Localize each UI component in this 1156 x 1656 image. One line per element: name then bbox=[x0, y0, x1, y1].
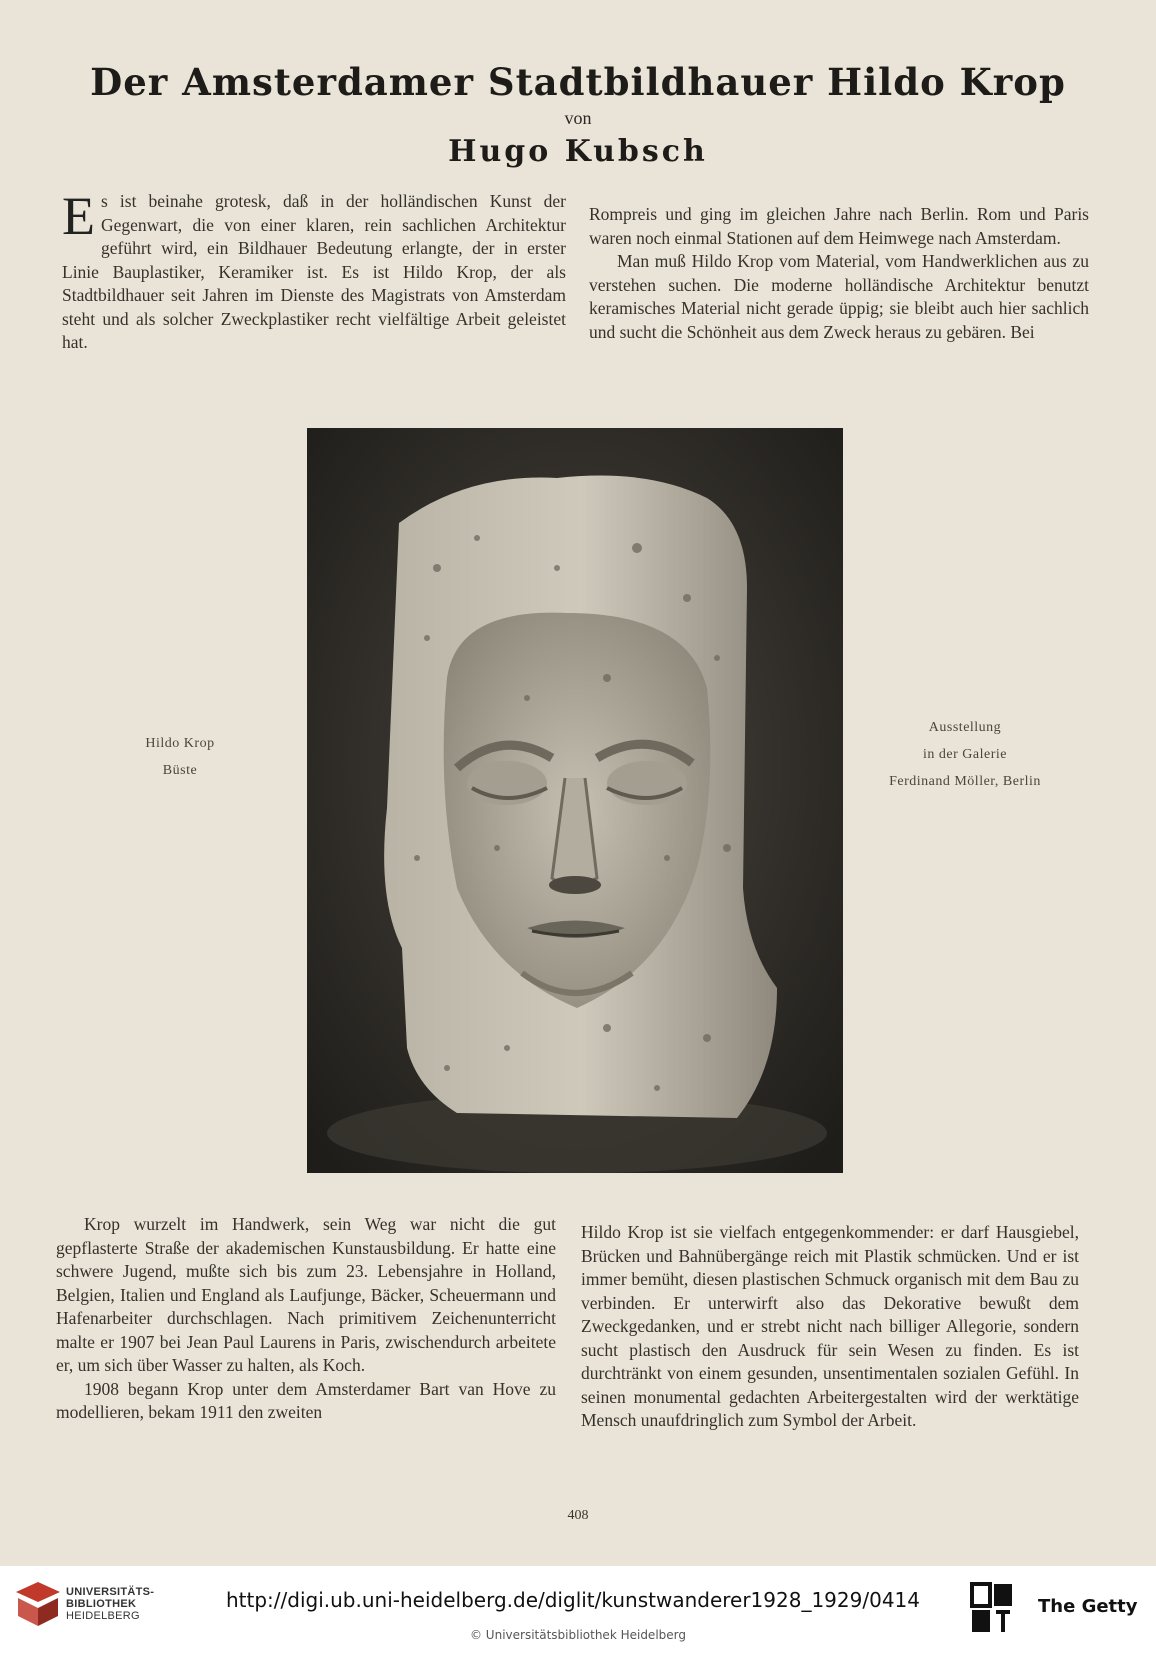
caption-right bbox=[860, 714, 1070, 795]
caption-left bbox=[120, 730, 240, 784]
body-right-column bbox=[581, 1221, 1079, 1433]
footer-bar bbox=[0, 1566, 1156, 1656]
drop-cap: E bbox=[62, 186, 95, 246]
university-library-name bbox=[66, 1586, 154, 1622]
getty-name: The Getty bbox=[1038, 1596, 1138, 1617]
intro-right-column bbox=[589, 203, 1089, 344]
caption-right-line-2: in der Galerie bbox=[923, 747, 1007, 762]
body-right-paragraph-1: Hildo Krop ist sie vielfach entgegenkommender: er darf Hausgiebel, Brücken und Bahnübergänge reich mit Plastik schmücken. Und er ist immer bemüht, diesen plastischen Schmuck organisch mit dem Bau zu verbinden. Er unterwirft also das Dekorative bewußt dem Zweckgedanken, und er strebt nicht nach billiger Allegorie, sondern sucht plastisch den Ausdruck für sein Wesen zu finden. Es ist durchtränkt von einem gesunden, unsentimentalen sozialen Gefühl. In seinen monumental gedachten Arbeitergestalten wird der werktätige Mensch unaufdringlich zum Symbol der Arbeit. bbox=[581, 1222, 1079, 1430]
intro-left-column bbox=[62, 186, 566, 355]
body-left-paragraph-1: Krop wurzelt im Handwerk, sein Weg war nicht die gut gepflasterte Straße der akademischen Kunstausbildung. Er hatte eine schwere Jugend, mußte sich bis zum 23. Lebensjahre in Holland, Belgien, Italien und England als Laufjunge, Bäcker, Scheuermann und Hafenarbeiter durchschlagen. Nach primitivem Zeichenunterricht malte er 1907 bei Jean Paul Laurens in Paris, zwischendurch arbeitete er, um sich über Wasser zu halten, als Koch. bbox=[56, 1214, 556, 1375]
intro-right-paragraph-1: Rompreis und ging im gleichen Jahre nach Berlin. Rom und Paris waren noch einmal Stationen auf dem Heimwege nach Amsterdam. bbox=[589, 204, 1089, 248]
byline-von: von bbox=[564, 108, 592, 128]
intro-left-text: s ist beinahe grotesk, daß in der holländischen Kunst der Gegenwart, die von einer klaren, rein sachlichen Architektur geführt wird, ein Bildhauer Bedeutung erlangte, der in erster Linie Bauplastiker, Keramiker ist. Es ist Hildo Krop, der als Stadtbildhauer seit Jahren im Dienste des Magistrats von Amsterdam steht und als solcher Zweckplastiker recht vielfältige Arbeit geleistet hat. bbox=[62, 191, 566, 352]
university-library-logo-icon bbox=[12, 1578, 64, 1630]
sculpture-photo bbox=[307, 428, 843, 1173]
library-line-1: UNIVERSITÄTS- bbox=[66, 1586, 155, 1598]
caption-left-line-1: Hildo Krop bbox=[145, 736, 215, 751]
body-left-column bbox=[56, 1213, 556, 1425]
article-title: Der Amsterdamer Stadtbildhauer Hildo Krop bbox=[90, 60, 1066, 104]
caption-left-line-2: Büste bbox=[162, 763, 198, 778]
caption-right-line-1: Ausstellung bbox=[928, 720, 1002, 735]
intro-left-paragraph bbox=[62, 186, 566, 355]
caption-right-line-3: Ferdinand Möller, Berlin bbox=[889, 774, 1041, 789]
getty-logo-icon bbox=[970, 1582, 1014, 1634]
copyright-notice: © Universitätsbibliothek Heidelberg bbox=[469, 1628, 686, 1642]
bust-illustration bbox=[307, 428, 843, 1173]
body-left-paragraph-2: 1908 begann Krop unter dem Amsterdamer Bart van Hove zu modellieren, bekam 1911 den zweiten bbox=[56, 1378, 556, 1422]
library-line-3: HEIDELBERG bbox=[66, 1610, 140, 1622]
page-number: 408 bbox=[567, 1508, 589, 1523]
intro-right-paragraph-2: Man muß Hildo Krop vom Material, vom Handwerklichen aus zu verstehen suchen. Die moderne holländische Architektur benutzt keramisches Material nicht gerade üppig; sie bleibt auch hier sachlich und sucht die Schönheit aus dem Zweck heraus zu gebären. Bei bbox=[589, 251, 1089, 342]
source-url-link[interactable]: http://digi.ub.uni-heidelberg.de/diglit/kunstwanderer1928_1929/0414 bbox=[226, 1588, 920, 1612]
library-line-2: BIBLIOTHEK bbox=[66, 1598, 137, 1610]
article-author: Hugo Kubsch bbox=[448, 134, 708, 169]
